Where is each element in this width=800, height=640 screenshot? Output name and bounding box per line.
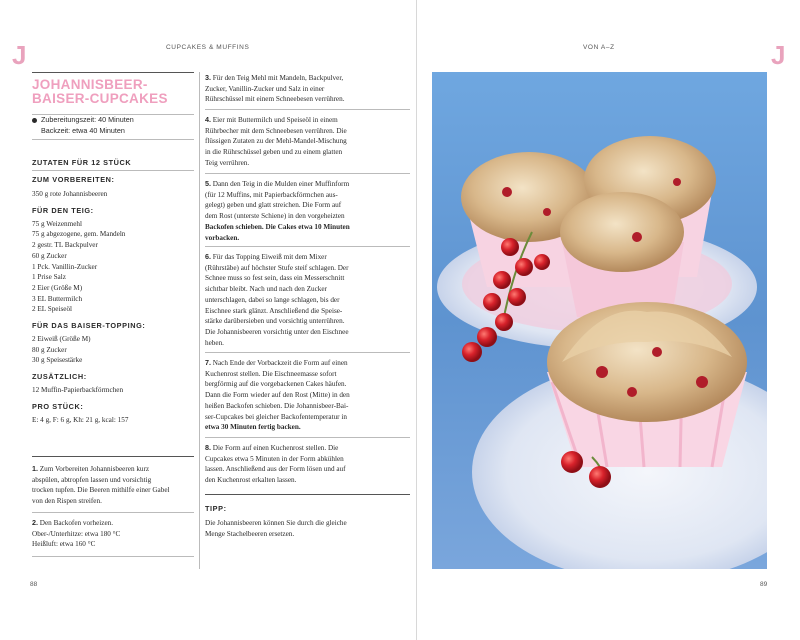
step-rule	[205, 173, 410, 174]
ingredients-heading: ZUTATEN FÜR 12 STÜCK	[32, 158, 132, 167]
step-text: Dann den Teig in die Mulden einer Muffinform	[212, 180, 350, 188]
step-text: Für das Topping Eiweiß mit dem Mixer	[212, 253, 327, 261]
step-text: Heißluft: etwa 160 °C	[32, 540, 96, 549]
step-text: Nach Ende der Vorbackzeit die Form auf einen	[212, 359, 348, 367]
step-text: heben.	[205, 338, 224, 347]
step-7	[205, 358, 410, 433]
step-text: Cupcakes etwa 5 Minuten in der Form abkühlen	[205, 454, 344, 463]
clock-icon	[32, 118, 37, 123]
running-head-right: VON A–Z	[583, 44, 615, 51]
step-text: Kuchenrost stellen. Die Eischneemasse sofort	[205, 369, 337, 378]
step-text: (Rührstäbe) auf höchster Stufe steif schlagen. Der	[205, 263, 349, 272]
ingredients-list	[32, 175, 197, 426]
ingredient-item: 1 Pck. Vanillin-Zucker	[32, 262, 98, 271]
step-text: trocken tupfen. Die Beeren mithilfe einer Gabel	[32, 486, 170, 495]
time-rule	[32, 139, 194, 140]
step-text: Zucker, Vanillin-Zucker und Salz in einer	[205, 84, 325, 93]
step-text: sichtbar bleibt. Nach und nach den Zucker	[205, 285, 327, 294]
step-text: flüssigen Zutaten zu der Mehl-Mandel-Mischung	[205, 137, 347, 146]
step-3	[205, 73, 410, 105]
step-text: Eier mit Buttermilch und Speiseöl in einem	[212, 116, 338, 124]
step-number: 4.	[205, 115, 211, 124]
step-rule	[32, 512, 194, 513]
ingredient-item: 12 Muffin-Papierbackförmchen	[32, 386, 124, 395]
step-text: in die Rührschüssel geben und zu einem glatten	[205, 148, 343, 157]
step-text: Rührbecher mit dem Schneebesen verrühren. Die	[205, 126, 347, 135]
step-text: Schnee muss so fest sein, dass ein Messerschnitt	[205, 274, 345, 283]
step-6	[205, 252, 410, 348]
step-rule	[205, 246, 410, 247]
step-text: Die Johannisbeeren vorsichtig unter den Eischnee	[205, 327, 349, 336]
step-text: stärke darübersieben und vorsichtig unterrühren.	[205, 317, 345, 326]
step-text: gelegt) geben und glatt streichen. Die Form auf	[205, 201, 342, 210]
step-text: Backofen schieben. Die Cakes etwa 10 Minuten	[205, 222, 350, 231]
recipe-title-line-1: JOHANNISBEER-	[32, 77, 148, 92]
tip-line: Die Johannisbeeren können Sie durch die gleiche	[205, 519, 347, 527]
ingredient-item: 3 EL Buttermilch	[32, 294, 83, 303]
ingredients-rule	[32, 170, 194, 171]
step-number: 7.	[205, 358, 211, 367]
step-text: von den Rispen streifen.	[32, 497, 102, 506]
step-5	[205, 179, 410, 243]
step-rule	[32, 556, 194, 557]
ingredient-item: 60 g Zucker	[32, 251, 67, 260]
step-text: unterschlagen, dabei so lange schlagen, bis der	[205, 295, 340, 304]
step-text: Rührschüssel mit einem Schneebesen verrühren.	[205, 95, 345, 104]
step-text: den Kuchenrost erkalten lassen.	[205, 476, 297, 485]
step-text: lassen. Anschließend aus der Form lösen und auf	[205, 465, 346, 474]
step-number: 2.	[32, 518, 38, 527]
steps-rule	[32, 456, 194, 457]
step-number: 3.	[205, 73, 211, 82]
running-head-left: CUPCAKES & MUFFINS	[166, 44, 250, 51]
step-text: vorbacken.	[205, 233, 240, 242]
step-text: Zum Vorbereiten Johannisbeeren kurz	[39, 465, 150, 473]
ingredient-item: 75 g abgezogene, gem. Mandeln	[32, 230, 126, 239]
ingredient-item: 2 Eiweiß (Größe M)	[32, 335, 91, 344]
step-number: 1.	[32, 464, 38, 473]
ingredient-item: 80 g Zucker	[32, 345, 67, 354]
bake-time: Backzeit: etwa 40 Minuten	[41, 125, 125, 135]
step-text: Teig verrühren.	[205, 158, 250, 167]
step-number: 6.	[205, 252, 211, 261]
ingredient-item: 30 g Speisestärke	[32, 356, 83, 365]
step-text: dem Rost (unterste Schiene) in den vorgeheizten	[205, 212, 345, 221]
step-number: 5.	[205, 179, 211, 188]
cupcake-photo-illustration	[432, 72, 767, 569]
ingredient-item: 2 EL Speiseöl	[32, 305, 73, 314]
step-text: Dann die Form wieder auf den Rost (Mitte) in den	[205, 391, 350, 400]
step-text: (für 12 Muffins, mit Papierbackförmchen aus-	[205, 190, 338, 199]
tip-heading: TIPP:	[205, 504, 227, 513]
tip-rule	[205, 494, 410, 495]
ingredient-group	[32, 219, 197, 315]
step-text: Den Backofen vorheizen.	[39, 519, 114, 527]
step-number: 8.	[205, 443, 211, 452]
title-rule	[32, 72, 194, 73]
section-heading: PRO STÜCK:	[32, 401, 84, 411]
page-gutter	[416, 0, 417, 640]
recipe-title	[32, 78, 194, 106]
step-rule	[205, 352, 410, 353]
ingredient-item: 1 Prise Salz	[32, 273, 66, 282]
section-heading: ZUSÄTZLICH:	[32, 372, 87, 382]
step-8	[205, 443, 410, 486]
step-text: abspülen, abtropfen lassen und vorsichtig	[32, 475, 152, 484]
ingredient-item: 2 gestr. TL Backpulver	[32, 241, 98, 250]
section-heading: FÜR DEN TEIG:	[32, 205, 94, 215]
time-info	[32, 115, 194, 136]
step-text: Für den Teig Mehl mit Mandeln, Backpulver,	[212, 74, 344, 82]
page-number-left: 88	[30, 581, 38, 588]
recipe-header	[32, 72, 194, 115]
tip-line: Menge Stachelbeeren ersetzen.	[205, 529, 295, 538]
step-text: bergförmig auf die vorgebackenen Cakes häufen.	[205, 380, 347, 389]
step-text: Eischnee stark glänzt. Anschließend die Speise-	[205, 306, 343, 315]
step-4	[205, 115, 410, 169]
step-2	[32, 518, 197, 550]
step-rule	[205, 109, 410, 110]
section-heading: ZUM VORBEREITEN:	[32, 175, 115, 184]
page-number-right: 89	[760, 581, 768, 588]
step-text: ser-Cupcakes bei gleicher Backofentemperatur in	[205, 412, 347, 421]
tip-text	[205, 518, 410, 539]
step-text: heißen Backofen schieben. Die Johannisbeer-Bai-	[205, 401, 349, 410]
ingredient-item: 75 g Weizenmehl	[32, 219, 82, 228]
thumb-letter-right: J	[771, 40, 786, 70]
recipe-photo	[432, 72, 767, 569]
prep-time: Zubereitungszeit: 40 Minuten	[41, 115, 134, 124]
step-text: Die Form auf einen Kuchenrost stellen. Die	[212, 444, 339, 452]
step-text: Ober-/Unterhitze: etwa 180 °C	[32, 529, 121, 538]
thumb-letter-left: J	[12, 40, 27, 70]
ingredient-group	[32, 334, 197, 366]
ingredient-item: 2 Eier (Größe M)	[32, 283, 83, 292]
step-rule	[205, 437, 410, 438]
nutrition-values: E: 4 g, F: 6 g, Kh: 21 g, kcal: 157	[32, 415, 129, 424]
ingredient-item: 350 g rote Johannisbeeren	[32, 190, 108, 198]
recipe-title-line-2: BAISER-CUPCAKES	[32, 91, 168, 106]
section-heading: FÜR DAS BAISER-TOPPING:	[32, 321, 146, 331]
column-divider	[199, 72, 200, 569]
step-text: etwa 30 Minuten fertig backen.	[205, 423, 301, 432]
step-1	[32, 464, 197, 507]
